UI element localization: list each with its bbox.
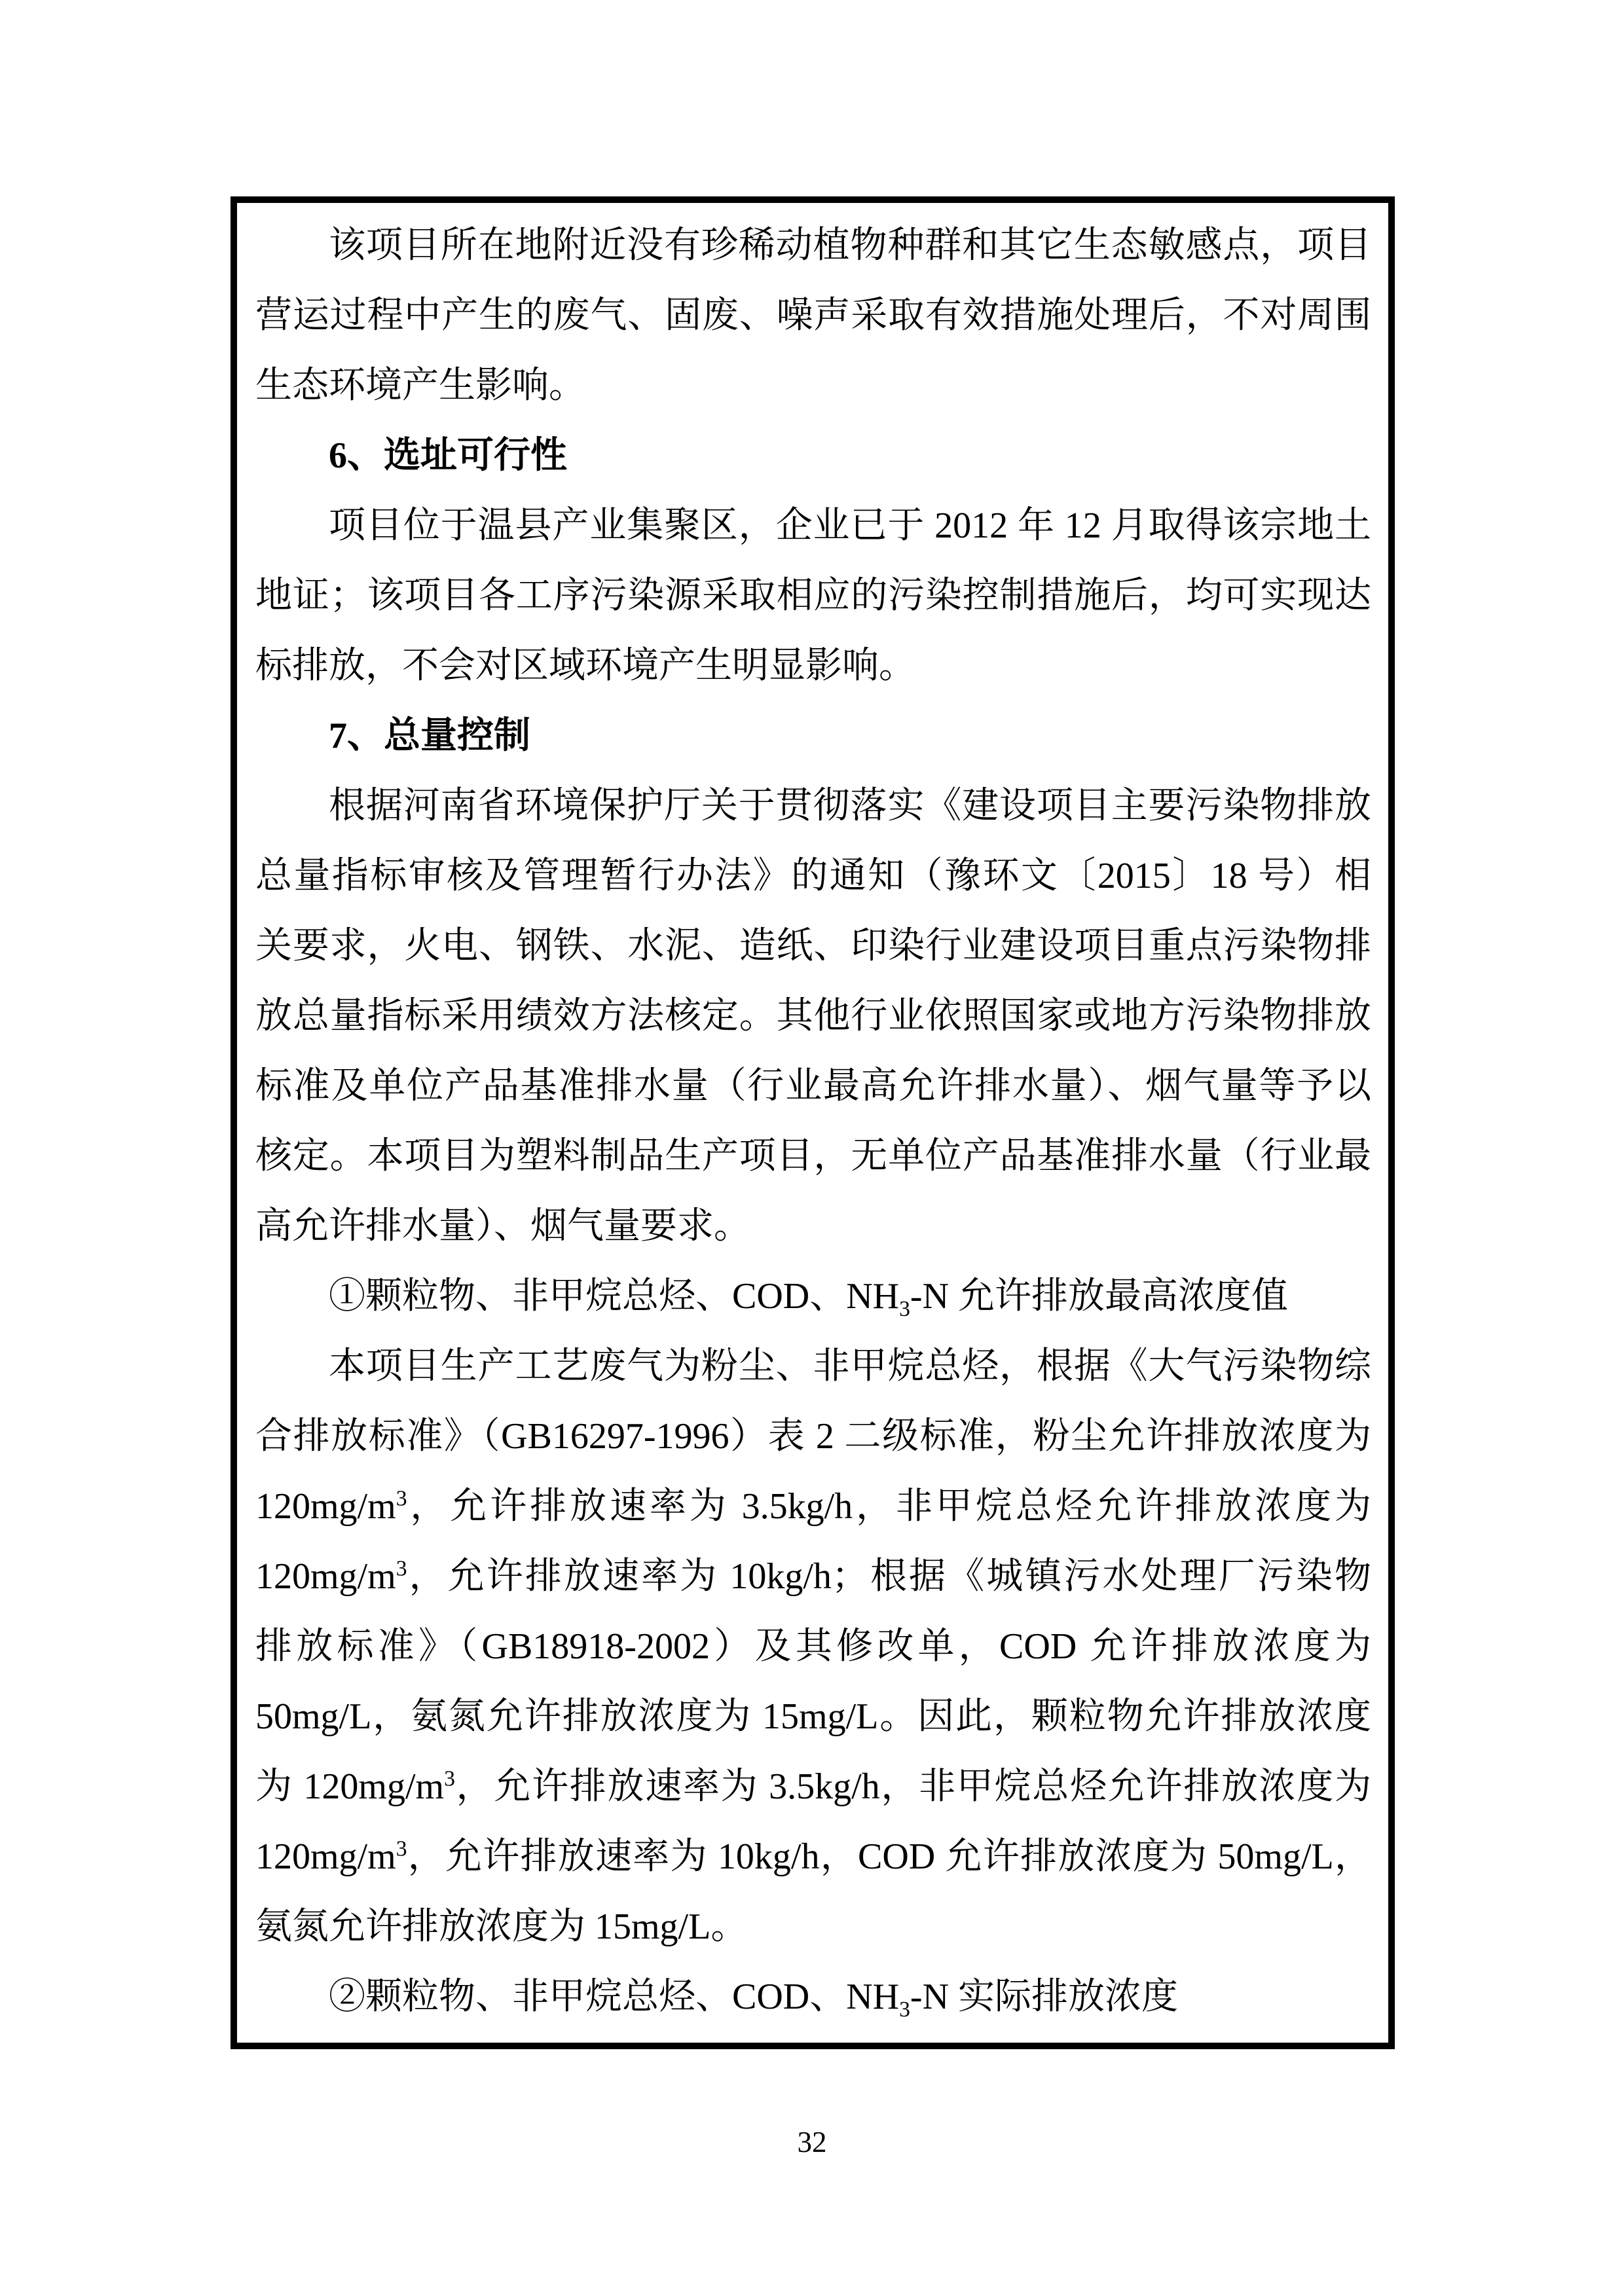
text-line: 排放标准》（GB18918-2002）及其修改单，COD 允许排放浓度为 <box>255 1626 1371 1667</box>
text-line: 项目位于温县产业集聚区，企业已于 2012 年 12 月取得该宗地土 <box>329 505 1372 546</box>
paragraph <box>255 1332 1371 1962</box>
text-line: 50mg/L，氨氮允许排放浓度为 15mg/L。因此，颗粒物允许排放浓度 <box>255 1696 1371 1737</box>
text-line: 7、总量控制 <box>329 716 530 756</box>
text-line: 合排放标准》（GB16297-1996）表 2 二级标准，粉尘允许排放浓度为 <box>255 1416 1371 1457</box>
text-line: 该项目所在地附近没有珍稀动植物种群和其它生态敏感点，项目 <box>329 225 1371 266</box>
paragraph <box>255 771 1371 1262</box>
paragraph <box>255 491 1371 701</box>
text-line: 高允许排水量）、烟气量要求。 <box>255 1206 750 1247</box>
text-line: 总量指标审核及管理暂行办法》的通知（豫环文〔2015〕18 号）相 <box>255 856 1371 896</box>
content-box <box>231 196 1395 2049</box>
section-heading <box>255 421 1371 491</box>
text-line: 为 $120mg/m^3$，允许排放速率为 3.5kg/h，非甲烷总烃允许排放浓度为 <box>255 1766 1371 1807</box>
text-line: 核定。本项目为塑料制品生产项目，无单位产品基准排水量（行业最 <box>255 1136 1371 1176</box>
paragraph <box>255 211 1371 421</box>
text-line: 生态环境产生影响。 <box>255 365 585 406</box>
text-line: 地证；该项目各工序污染源采取相应的污染控制措施后，均可实现达 <box>255 575 1371 616</box>
paragraph <box>255 1262 1371 1332</box>
page-number: 32 <box>797 2126 827 2159</box>
text-line: $120mg/m^3$，允许排放速率为 10kg/h，COD 允许排放浓度为 50mg/L， <box>255 1836 1371 1877</box>
text-line: 本项目生产工艺废气为粉尘、非甲烷总烃，根据《大气污染物综 <box>329 1346 1371 1387</box>
text-line: 放总量指标采用绩效方法核定。其他行业依照国家或地方污染物排放 <box>255 996 1371 1036</box>
text-line: 6、选址可行性 <box>329 435 567 476</box>
paragraph <box>255 1962 1371 2032</box>
text-line: $120mg/m^3$，允许排放速率为 3.5kg/h，非甲烷总烃允许排放浓度为 <box>255 1486 1371 1527</box>
text-line: 氨氮允许排放浓度为 15mg/L。 <box>255 1906 748 1947</box>
text-line: 标准及单位产品基准排水量（行业最高允许排水量）、烟气量等予以 <box>255 1066 1371 1106</box>
text-line: 标排放，不会对区域环境产生明显影响。 <box>255 646 915 686</box>
text-line: ①颗粒物、非甲烷总烃、COD、$NH_3-N$ 允许排放最高浓度值 <box>329 1276 1289 1322</box>
text-line: 关要求，火电、钢铁、水泥、造纸、印染行业建设项目重点污染物排 <box>255 926 1371 966</box>
text-line: 营运过程中产生的废气、固废、噪声采取有效措施处理后，不对周围 <box>255 295 1371 336</box>
text-line: ②颗粒物、非甲烷总烃、COD、$NH_3-N$ 实际排放浓度 <box>329 1977 1179 2022</box>
section-heading <box>255 701 1371 771</box>
text-line: 根据河南省环境保护厅关于贯彻落实《建设项目主要污染物排放 <box>329 786 1371 826</box>
text-line: $120mg/m^3$，允许排放速率为 10kg/h；根据《城镇污水处理厂污染物 <box>255 1556 1371 1597</box>
